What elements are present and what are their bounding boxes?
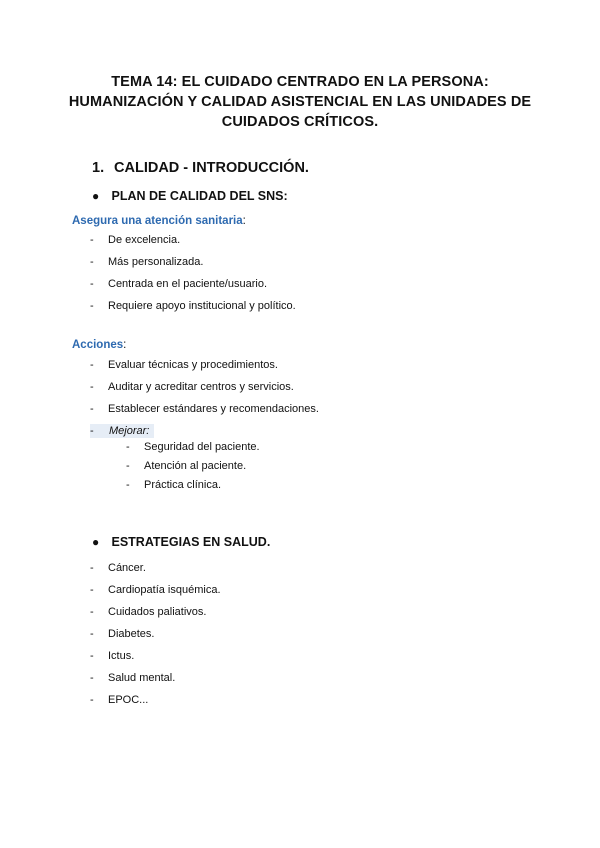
list-item-text: Establecer estándares y recomendaciones.: [108, 403, 319, 415]
list-item: [90, 692, 221, 714]
list-item-text: Diabetes.: [108, 628, 155, 640]
dash-marker: -: [90, 381, 94, 393]
dash-marker: -: [90, 425, 94, 437]
dash-marker: -: [90, 562, 94, 574]
subheading-text: ESTRATEGIAS EN SALUD.: [111, 535, 271, 549]
list-item: [90, 626, 221, 648]
label-acciones-text: Acciones: [72, 339, 124, 351]
dash-marker: -: [90, 628, 94, 640]
sublist-item-text: Práctica clínica.: [144, 479, 222, 491]
label-acciones: [72, 339, 126, 351]
list-item: [90, 254, 296, 276]
sublist-item: [126, 477, 260, 496]
asegura-list: [90, 232, 296, 320]
dash-marker: -: [90, 278, 94, 290]
dash-marker: -: [126, 460, 130, 472]
list-item: [90, 560, 221, 582]
mejorar-sublist: [126, 439, 260, 496]
dash-marker: -: [90, 672, 94, 684]
dash-marker: -: [90, 234, 94, 246]
section-number: 1.: [92, 160, 105, 176]
dash-marker: -: [90, 584, 94, 596]
label-colon: :: [242, 215, 246, 227]
subheading-plan-calidad: [92, 189, 288, 203]
list-item-text: Cardiopatía isquémica.: [108, 584, 221, 596]
dash-marker: -: [90, 606, 94, 618]
list-item-text: Mejorar:: [109, 425, 150, 437]
list-item-text: Requiere apoyo institucional y político.: [108, 300, 296, 312]
list-item: [90, 604, 221, 626]
dash-marker: -: [90, 300, 94, 312]
label-asegura: [72, 215, 246, 227]
list-item: [90, 401, 319, 423]
dash-marker: -: [90, 403, 94, 415]
list-item: [90, 276, 296, 298]
list-item-text: Auditar y acreditar centros y servicios.: [108, 381, 294, 393]
sublist-item-text: Atención al paciente.: [144, 460, 247, 472]
list-item: [90, 582, 221, 604]
label-colon: :: [123, 339, 127, 351]
list-item-text: Salud mental.: [108, 672, 176, 684]
dash-marker: -: [90, 256, 94, 268]
list-item-text: Cuidados paliativos.: [108, 606, 207, 618]
dash-marker: -: [126, 441, 130, 453]
label-asegura-text: Asegura una atención sanitaria: [72, 215, 243, 227]
list-item: [90, 298, 296, 320]
list-item-text: De excelencia.: [108, 234, 181, 246]
estrategias-list: [90, 560, 221, 714]
sublist-item: [126, 458, 260, 477]
list-item-text: Cáncer.: [108, 562, 146, 574]
bullet-icon: ●: [92, 189, 100, 203]
dash-marker: -: [90, 650, 94, 662]
acciones-list: [90, 357, 319, 445]
list-item: [90, 379, 319, 401]
subheading-text: PLAN DE CALIDAD DEL SNS:: [111, 189, 288, 203]
document-title: [60, 72, 540, 132]
dash-marker: -: [90, 359, 94, 371]
list-item-text: Centrada en el paciente/usuario.: [108, 278, 267, 290]
list-item-text: Evaluar técnicas y procedimientos.: [108, 359, 278, 371]
list-item: [90, 357, 319, 379]
list-item: [90, 232, 296, 254]
sublist-item: [126, 439, 260, 458]
list-item-text: EPOC...: [108, 694, 149, 706]
dash-marker: -: [90, 694, 94, 706]
dash-marker: -: [126, 479, 130, 491]
subheading-estrategias: [92, 535, 270, 549]
section-heading-calidad: [92, 160, 309, 176]
list-item: [90, 648, 221, 670]
title-line-1: TEMA 14: EL CUIDADO CENTRADO EN LA PERSONA:: [111, 74, 489, 90]
section-heading-text: CALIDAD - INTRODUCCIÓN.: [114, 160, 309, 176]
sublist-item-text: Seguridad del paciente.: [144, 441, 260, 453]
list-item-text: Ictus.: [108, 650, 135, 662]
bullet-icon: ●: [92, 535, 100, 549]
list-item-text: Más personalizada.: [108, 256, 204, 268]
list-item: [90, 670, 221, 692]
title-line-3: CUIDADOS CRÍTICOS.: [221, 114, 379, 130]
title-line-2: HUMANIZACIÓN Y CALIDAD ASISTENCIAL EN LAS UNIDADES DE: [68, 94, 532, 110]
